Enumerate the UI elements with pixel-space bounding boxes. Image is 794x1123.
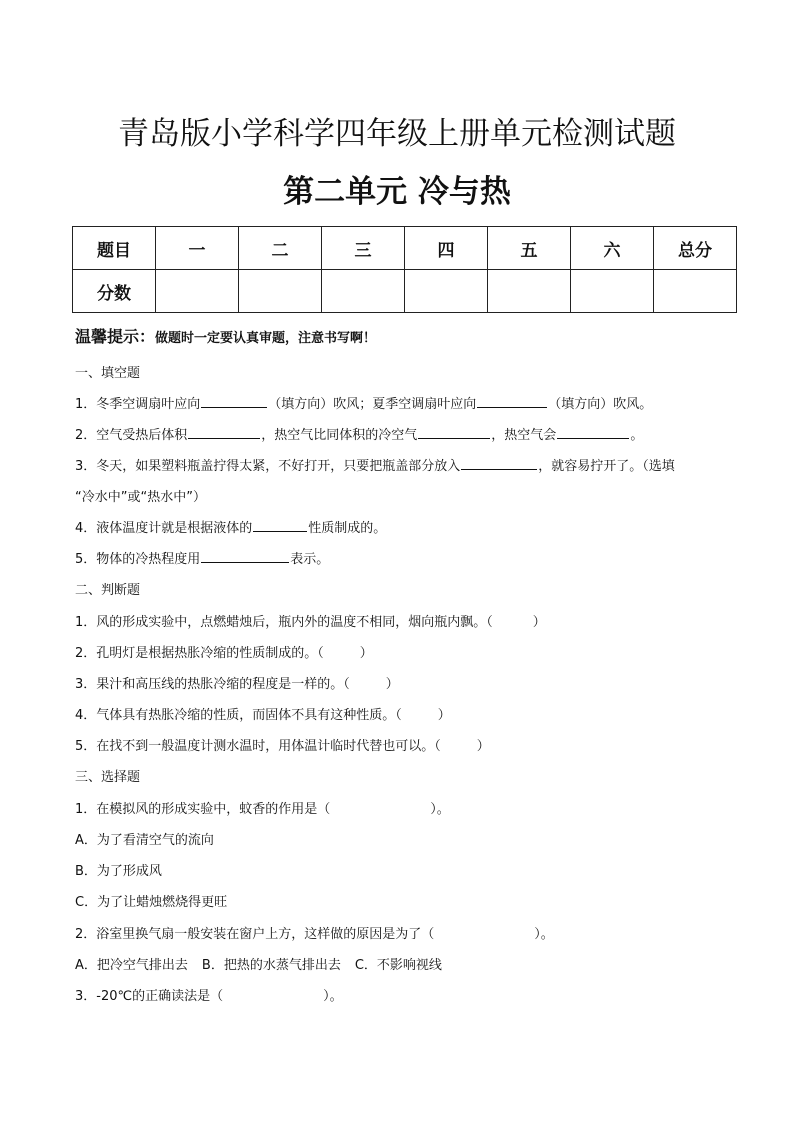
fill-question-1: 1．冬季空调扇叶应向 （填方向）吹风；夏季空调扇叶应向 （填方向）吹风。: [75, 393, 652, 412]
fill-question-5: 5．物体的冷热程度用 表示。: [75, 548, 329, 567]
section-heading-choice: 三、选择题: [75, 770, 141, 785]
choice-question-1: 1．在模拟风的形成实验中，蚊香的作用是（ ）。: [75, 802, 450, 817]
score-cell[interactable]: [405, 270, 488, 313]
answer-blank[interactable]: [201, 548, 289, 563]
page-title: 青岛版小学科学四年级上册单元检测试题: [118, 116, 676, 152]
section-heading-fill: 一、填空题: [75, 366, 141, 381]
fill-question-3-cont: “冷水中”或“热水中”）: [75, 490, 206, 505]
choice-option-a[interactable]: A．把冷空气排出去: [75, 958, 188, 973]
choice-option-c[interactable]: C．为了让蜡烛燃烧得更旺: [75, 895, 228, 910]
choice-question-3: 3．-20℃的正确读法是（ ）。: [75, 989, 343, 1004]
section-heading-judge: 二、判断题: [75, 583, 141, 598]
unit-subtitle: 第二单元 冷与热: [283, 174, 511, 210]
answer-blank[interactable]: [557, 424, 629, 439]
header-cell: 五: [488, 227, 571, 270]
judge-question-1: 1．风的形成实验中，点燃蜡烛后，瓶内外的温度不相同，烟向瓶内飘。（ ）: [75, 615, 546, 630]
choice-option-c[interactable]: C．不影响视线: [354, 958, 442, 973]
choice-option-a[interactable]: A．为了看清空气的流向: [75, 833, 214, 848]
header-cell: 三: [322, 227, 405, 270]
tip-line: [75, 324, 376, 347]
fill-question-3: 3．冬天，如果塑料瓶盖拧得太紧，不好打开，只要把瓶盖部分放入 ，就容易拧开了。（选填: [75, 455, 675, 474]
answer-blank[interactable]: [418, 424, 490, 439]
choice-option-b[interactable]: B．为了形成风: [75, 864, 162, 879]
header-cell: 四: [405, 227, 488, 270]
judge-question-4: 4．气体具有热胀冷缩的性质，而固体不具有这种性质。（ ）: [75, 708, 451, 723]
header-cell: 六: [571, 227, 654, 270]
score-cell[interactable]: [654, 270, 737, 313]
answer-blank[interactable]: [253, 517, 307, 532]
header-cell: 总分: [654, 227, 737, 270]
score-cell[interactable]: [488, 270, 571, 313]
score-cell[interactable]: [156, 270, 239, 313]
answer-blank[interactable]: [188, 424, 260, 439]
judge-question-3: 3．果汁和高压线的热胀冷缩的程度是一样的。（ ）: [75, 677, 399, 692]
score-table-score-row: [73, 270, 737, 313]
score-table: [72, 226, 737, 313]
score-cell[interactable]: [322, 270, 405, 313]
header-cell: 二: [239, 227, 322, 270]
score-table-header-row: [73, 227, 737, 270]
answer-blank[interactable]: [477, 393, 547, 408]
choice-options-row: [75, 954, 442, 973]
score-cell[interactable]: [571, 270, 654, 313]
judge-question-2: 2．孔明灯是根据热胀冷缩的性质制成的。（ ）: [75, 646, 373, 661]
answer-blank[interactable]: [461, 455, 537, 470]
fill-question-4: 4．液体温度计就是根据液体的 性质制成的。: [75, 517, 386, 536]
judge-question-5: 5．在找不到一般温度计测水温时，用体温计临时代替也可以。（ ）: [75, 739, 490, 754]
choice-option-b[interactable]: B．把热的水蒸气排出去: [201, 958, 341, 973]
header-cell: 一: [156, 227, 239, 270]
tip-text: 做题时一定要认真审题，注意书写啊！: [155, 331, 377, 346]
tip-label: 温馨提示：: [75, 327, 156, 346]
fill-question-2: 2．空气受热后体积 ，热空气比同体积的冷空气 ，热空气会 。: [75, 424, 643, 443]
score-row-label: 分数: [73, 270, 156, 313]
choice-question-2: 2．浴室里换气扇一般安装在窗户上方，这样做的原因是为了（ ）。: [75, 927, 554, 942]
answer-blank[interactable]: [201, 393, 267, 408]
score-cell[interactable]: [239, 270, 322, 313]
header-cell: 题目: [73, 227, 156, 270]
